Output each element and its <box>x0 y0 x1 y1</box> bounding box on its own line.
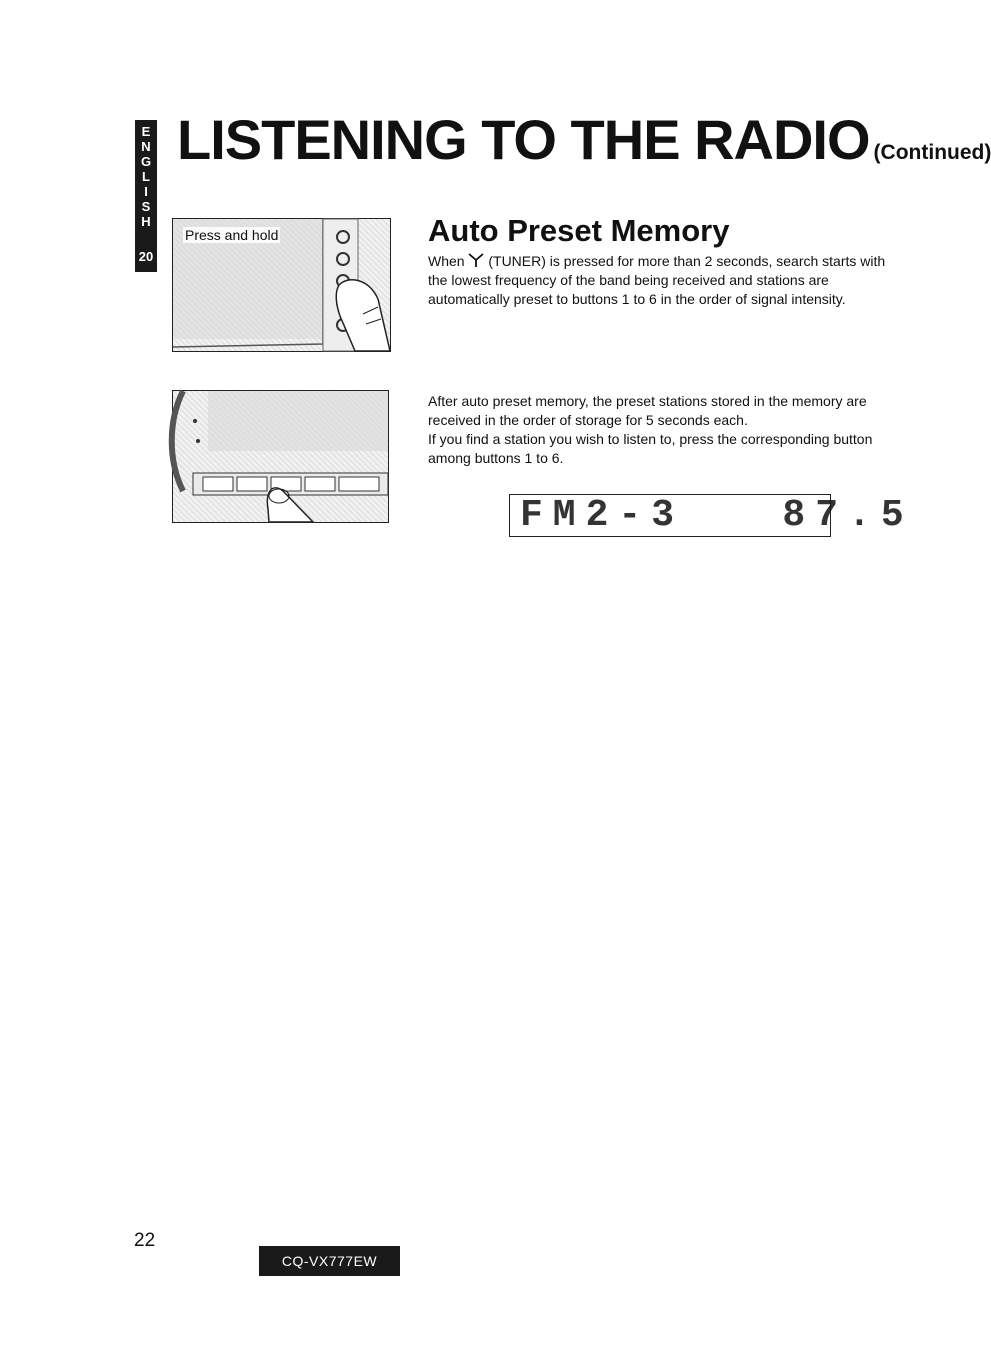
paragraph-auto-preset <box>428 252 888 309</box>
lang-letter: I <box>144 184 148 199</box>
lang-letter: E <box>141 124 151 139</box>
lang-letter: N <box>141 139 151 154</box>
page-title-main: LISTENING TO THE RADIO <box>177 108 870 171</box>
lcd-display <box>509 494 914 537</box>
paragraph-text: If you find a station you wish to listen to, press the corresponding button among buttons 1 to 6. <box>428 431 873 466</box>
antenna-icon <box>468 253 484 267</box>
section-heading: Auto Preset Memory <box>428 213 730 248</box>
figure-preset-buttons <box>172 390 389 523</box>
paragraph-text: After auto preset memory, the preset stations stored in the memory are received in the order of storage for 5 seconds each. <box>428 393 867 428</box>
language-tab <box>135 120 157 272</box>
lang-letter: L <box>142 169 150 184</box>
lang-letter: S <box>141 199 151 214</box>
page-title <box>177 108 991 171</box>
page-number: 22 <box>134 1230 156 1251</box>
lcd-display-text: FM2-3 87.5 <box>520 494 914 537</box>
page-title-sub: (Continued) <box>873 141 991 164</box>
section-page-number: 20 <box>138 249 154 264</box>
lang-letter: H <box>141 214 151 229</box>
paragraph-text: When <box>428 253 465 269</box>
figure-press-and-hold <box>172 218 391 352</box>
finger-pressing-preset-button-icon <box>173 391 388 522</box>
model-badge: CQ-VX777EW <box>259 1246 400 1276</box>
figure-label: Press and hold <box>185 227 279 243</box>
paragraph-preset-playback <box>428 392 888 468</box>
lang-letter: G <box>140 154 152 169</box>
paragraph-text: (TUNER) is pressed for more than 2 seconds, search starts with the lowest frequency of the band being received and stations are automatically preset to buttons 1 to 6 in the order of signal intensity. <box>428 253 886 307</box>
